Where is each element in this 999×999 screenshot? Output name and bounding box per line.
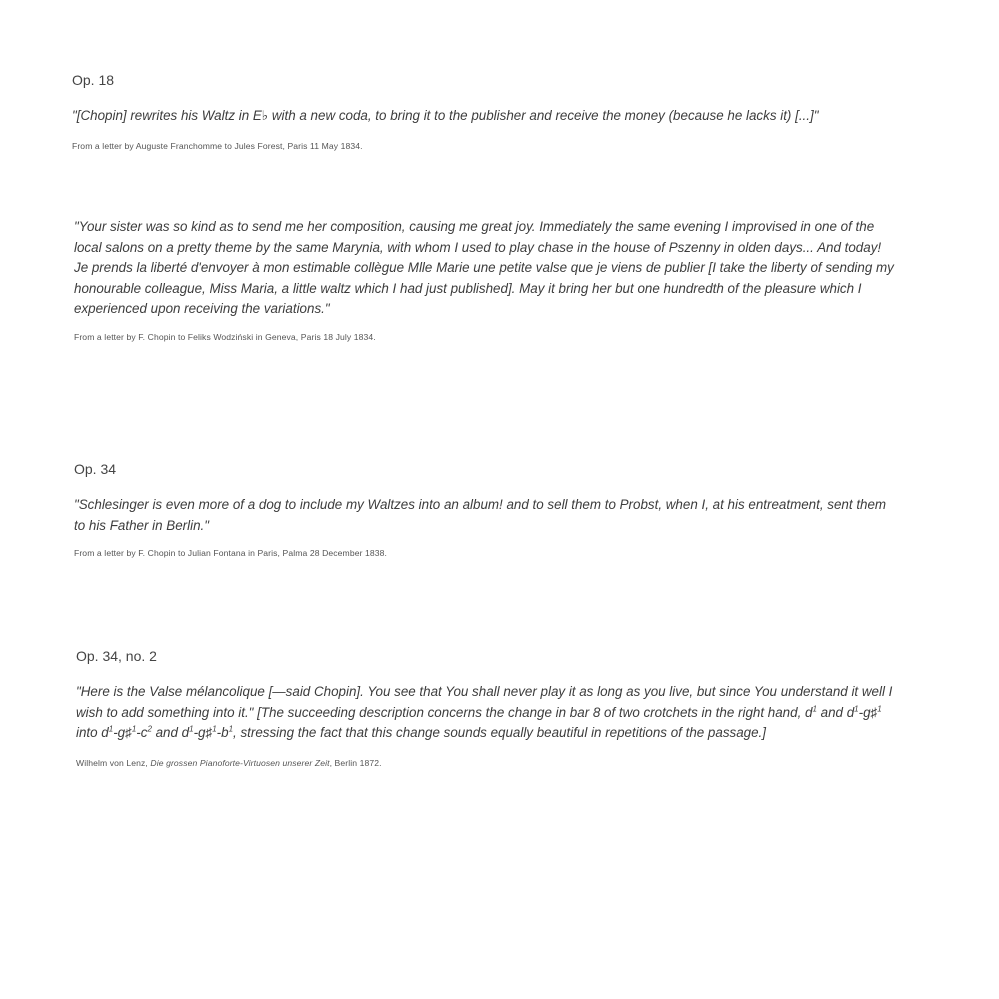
quote-source: From a letter by Auguste Franchomme to Jules Forest, Paris 11 May 1834. — [72, 140, 363, 151]
quote-segment: -b — [216, 725, 229, 740]
superscript: 1 — [131, 724, 137, 734]
superscript: 1 — [212, 724, 217, 734]
quote-text: "Schlesinger is even more of a dog to include my Waltzes into an album! and to sell them to Probst, when I, at his entreatment, sent them to his Father in Berlin." — [74, 497, 887, 533]
section-op-34 — [74, 461, 894, 558]
source-author: Wilhelm von Lenz, — [76, 757, 151, 768]
quote-segment: "Here is the Valse mélancolique [—said Chopin]. You see that You shall never play it as long as you live, but since You understand it well I wish to add something into it." [The succeeding description concerns the change in bar 8 of two crotchets in the right hand, d — [76, 684, 893, 720]
quote-text: "Your sister was so kind as to send me her composition, causing me great joy. Immediately the same evening I improvised in one of the local salons on a pretty theme by the same Marynia, with whom I used to play chase in the house of Pszenny in olden days... And today! Je prends la liberté d'envoyer à mon estimable collègue Mlle Marie une petite valse que je viens de publier [I take the liberty of sending my honourable colleague, Miss Maria, a little waltz which I had just published]. May it bring her but one hundredth of the pleasure which I experienced upon receiving the variations." — [74, 219, 894, 316]
section-heading: Op. 34 — [74, 461, 117, 477]
superscript: 1 — [189, 724, 194, 734]
quote-segment: -g♯ — [858, 704, 878, 720]
source-title: Die grossen Pianoforte-Virtuosen unserer Zeit — [150, 757, 330, 768]
quote-segment: and d — [151, 725, 190, 740]
superscript: 1 — [108, 724, 114, 734]
section-op-18-letter — [74, 217, 894, 342]
quote-segment: , stressing the fact that this change sounds equally beautiful in repetitions of the passage.] — [233, 725, 766, 740]
superscript: 1 — [228, 724, 234, 734]
superscript: 2 — [147, 724, 152, 734]
section-heading: Op. 18 — [72, 72, 115, 88]
superscript: 1 — [812, 704, 817, 714]
superscript: 1 — [854, 704, 859, 714]
quote-segment: -c — [136, 725, 148, 740]
superscript: 1 — [877, 704, 882, 714]
quote-segment: into d — [76, 725, 109, 740]
quote-text: "[Chopin] rewrites his Waltz in E♭ with a new coda, to bring it to the publisher and receive the money (because he lacks it) [...]" — [72, 108, 819, 123]
quote-source: From a letter by F. Chopin to Feliks Wodziński in Geneva, Paris 18 July 1834. — [74, 331, 376, 342]
quote-text — [76, 682, 896, 744]
source-place: , Berlin 1872. — [329, 757, 382, 768]
quote-source — [76, 758, 896, 768]
section-heading: Op. 34, no. 2 — [76, 648, 157, 664]
quote-source: From a letter by F. Chopin to Julian Fontana in Paris, Palma 28 December 1838. — [74, 548, 388, 558]
quote-segment: -g♯ — [193, 725, 213, 740]
quote-segment: and d — [816, 704, 855, 720]
quote-segment: -g♯ — [113, 725, 132, 740]
section-op-34-no-2 — [76, 648, 896, 768]
section-op-18 — [72, 72, 892, 151]
